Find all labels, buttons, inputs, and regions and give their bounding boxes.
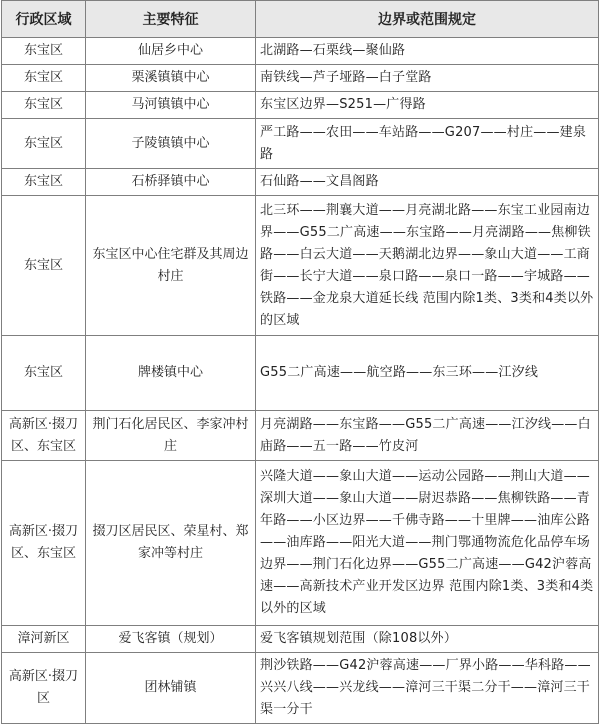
boundary-cell: 南铁线—芦子垭路—白子堂路: [256, 65, 599, 92]
feature-cell: 石桥驿镇中心: [86, 169, 256, 196]
table-row: [2, 38, 599, 65]
region-cell: 东宝区: [2, 65, 86, 92]
feature-cell: 东宝区中心住宅群及其周边村庄: [86, 196, 256, 336]
boundary-cell: 月亮湖路——东宝路——G55二广高速——江汐线——白庙路——五一路——竹皮河: [256, 411, 599, 461]
table-row: [2, 92, 599, 119]
region-cell: 高新区·掇刀区: [2, 653, 86, 724]
table-row: [2, 411, 599, 461]
table-row: [2, 169, 599, 196]
boundary-cell: 严工路——农田——车站路——G207——村庄——建泉路: [256, 119, 599, 169]
region-cell: 高新区·掇刀区、东宝区: [2, 411, 86, 461]
feature-cell: 掇刀区居民区、荣星村、郑家冲等村庄: [86, 461, 256, 626]
feature-cell: 马河镇镇中心: [86, 92, 256, 119]
boundary-cell: 荆沙铁路——G42沪蓉高速——厂界小路——华科路——兴兴八线——兴龙线——漳河三干渠二分干——漳河三干渠一分干: [256, 653, 599, 724]
region-cell: 东宝区: [2, 119, 86, 169]
feature-cell: 栗溪镇镇中心: [86, 65, 256, 92]
table-row: [2, 653, 599, 724]
region-cell: 高新区·掇刀区、东宝区: [2, 461, 86, 626]
feature-cell: 牌楼镇中心: [86, 336, 256, 411]
feature-cell: 仙居乡中心: [86, 38, 256, 65]
region-cell: 东宝区: [2, 196, 86, 336]
feature-cell: 团林铺镇: [86, 653, 256, 724]
boundary-cell: 东宝区边界—S251—广得路: [256, 92, 599, 119]
boundary-cell: 北湖路—石栗线—聚仙路: [256, 38, 599, 65]
header-boundary: 边界或范围规定: [256, 1, 599, 38]
feature-cell: 荆门石化居民区、李家冲村庄: [86, 411, 256, 461]
table-row: [2, 119, 599, 169]
boundary-cell: 北三环——荆襄大道——月亮湖北路——东宝工业园南边界——G55二广高速——东宝路——月亮湖路——焦柳铁路——白云大道——天鹅湖北边界——象山大道——工商街——长宁大道——泉口路——泉口一路——宇城路——铁路——金龙泉大道延长线 范围内除1类、3类和4类以外的区域: [256, 196, 599, 336]
boundary-cell: 兴隆大道——象山大道——运动公园路——荆山大道——深圳大道——象山大道——尉迟恭路——焦柳铁路——青年路——小区边界——千佛寺路——十里牌——油库公路——油库路——阳光大道——荆门鄂通物流危化品停车场边界——荆门石化边界——G55二广高速——G42沪蓉高速——高新技术产业开发区边界 范围内除1类、3类和4类以外的区域: [256, 461, 599, 626]
region-cell: 东宝区: [2, 336, 86, 411]
boundary-table-container: [1, 0, 598, 724]
boundary-cell: G55二广高速——航空路——东三环——江汐线: [256, 336, 599, 411]
feature-cell: 爱飞客镇（规划）: [86, 626, 256, 653]
boundary-table: [1, 0, 599, 724]
table-header-row: [2, 1, 599, 38]
table-row: [2, 336, 599, 411]
table-row: [2, 626, 599, 653]
table-row: [2, 461, 599, 626]
boundary-cell: 爱飞客镇规划范围（除108以外）: [256, 626, 599, 653]
region-cell: 东宝区: [2, 169, 86, 196]
table-row: [2, 196, 599, 336]
table-row: [2, 65, 599, 92]
boundary-cell: 石仙路——文昌阁路: [256, 169, 599, 196]
region-cell: 东宝区: [2, 92, 86, 119]
feature-cell: 子陵镇镇中心: [86, 119, 256, 169]
header-feature: 主要特征: [86, 1, 256, 38]
region-cell: 东宝区: [2, 38, 86, 65]
region-cell: 漳河新区: [2, 626, 86, 653]
header-region: 行政区域: [2, 1, 86, 38]
